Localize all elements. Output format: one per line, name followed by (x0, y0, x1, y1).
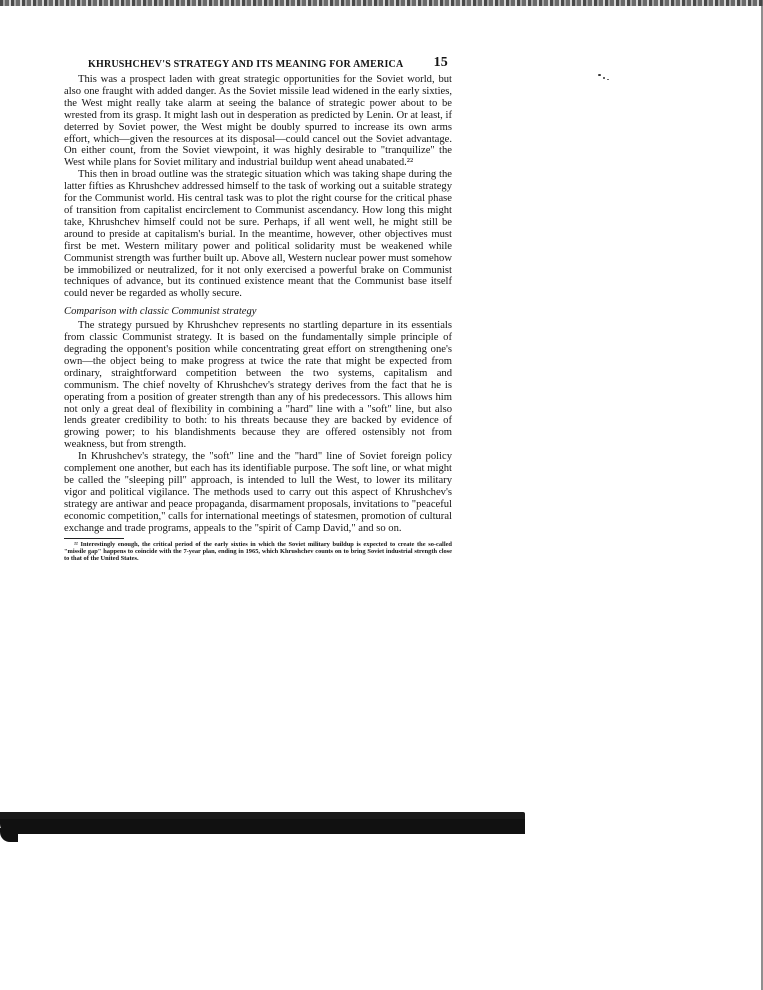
footnote: ²² Interestingly enough, the critical period of the early sixties in which the Soviet military buildup is expected to create the so-called "missile gap" happens to coincide with the 7-year plan, ending in 1965, which Khrushchev counts on to bring Soviet industrial strength close to that of the United States. (64, 540, 452, 562)
paragraph: In Khrushchev's strategy, the "soft" line and the "hard" line of Soviet foreign policy complement one another, but each has its identifiable purpose. The soft line, or what might be called the "sleeping pill" approach, is intended to lull the West, to lower its military vigor and political vigilance. The methods used to carry out this aspect of Khrushchev's strategy are antiwar and peace propaganda, disarmament proposals, invitations to "peaceful economic competition," calls for international meetings of statesmen, promotion of cultural exchange and trade programs, appeals to the "spirit of Camp David," and so on. (64, 451, 452, 534)
page-number: 15 (433, 55, 448, 70)
scan-speck (598, 74, 601, 76)
scan-edge-top (0, 0, 763, 6)
running-title: KHRUSHCHEV'S STRATEGY AND ITS MEANING FOR AMERICA (88, 59, 404, 70)
running-header (64, 52, 452, 74)
scan-shadow-corner (0, 828, 18, 842)
scan-shadow-band (0, 812, 525, 834)
section-subheading: Comparison with classic Communist strategy (64, 306, 257, 318)
paragraph: The strategy pursued by Khrushchev represents no startling departure in its essentials from classic Communist strategy. It is based on the fundamentally simple principle of degrading the opponent's position while concentrating great effort on strengthening one's own—the object being to make progress at twice the rate that might be expected from ordinary, straightforward competition between the two systems, capitalism and communism. The chief novelty of Khrushchev's strategy derives from the fact that he is operating from a position of greater strength than any of his predecessors. This allows him not only a great deal of flexibility in combining a "hard" line with a "soft" line, but also lends greater credibility to both: to his threats because they are backed by evidence of growing power; to his blandishments because they are offered ostensibly not from weakness, but from strength. (64, 320, 452, 451)
scan-speck (607, 79, 609, 80)
body-text (64, 74, 452, 535)
book-page (64, 52, 452, 562)
paragraph: This then in broad outline was the strategic situation which was taking shape during the latter fifties as Khrushchev addressed himself to the task of working out a suitable strategy for the Communist world. His central task was to plot the right course for the critical phase of transition from capitalist encirclement to Communist ascendancy. How long this might take, Khrushchev himself could not be sure. Perhaps, if all went well, he might still be around to preside at capitalism's burial. In the meantime, however, other objectives must first be met. Western military power and political solidarity must be weakened while Communist strength was further built up. Above all, Western nuclear power must somehow be immobilized or neutralized, for it not only exercised a powerful brake on Communist techniques of advance, but its continued existence meant that the Communist base itself could never be regarded as wholly secure. (64, 169, 452, 300)
scan-speck (603, 77, 605, 79)
footnote-divider (64, 538, 124, 539)
paragraph: This was a prospect laden with great strategic opportunities for the Soviet world, but also one fraught with added danger. As the Soviet missile lead widened in the early sixties, the West might really take alarm at seeing the balance of strategic power about to be wrested from its grasp. It might lash out in desperation as predicted by Lenin. Or at least, if deterred by Soviet power, the West might be doubly spurred to increase its own arms effort, which—given the resources at its disposal—could cancel out the Soviet advantage. On either count, from the Soviet viewpoint, it was highly desirable to "tranquilize" the West while plans for Soviet military and industrial buildup went ahead unabated.²² (64, 74, 452, 169)
